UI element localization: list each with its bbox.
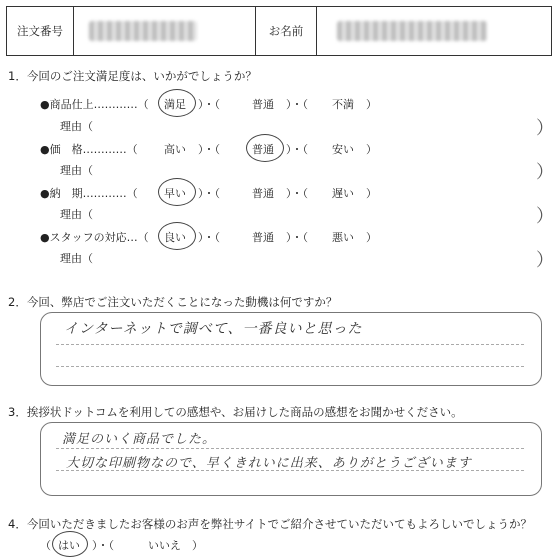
satisfaction-option[interactable]: 普通	[252, 98, 274, 111]
satisfaction-item-label: ●納 期…………（	[40, 187, 138, 200]
selected-circle-mark	[52, 531, 88, 557]
customer-name-label: お名前	[256, 7, 317, 55]
option-separator: ）・（	[198, 231, 220, 244]
satisfaction-option[interactable]: 普通	[252, 187, 274, 200]
satisfaction-option[interactable]: 遅い	[332, 187, 354, 200]
question-1-title: 1．今回のご注文満足度は、いかがでしょうか？	[8, 69, 257, 83]
satisfaction-item-label: ●スタッフの対応…（	[40, 231, 149, 244]
question-2-title: 2．今回、弊店でご注文いただくことになった動機は何ですか？	[8, 295, 338, 309]
reason-label: 理由（	[60, 208, 93, 221]
question-3-answer-line-1: 満足のいく商品でした。	[62, 432, 217, 447]
question-4-title: 4．今回いただきましたお客様のお声を弊社サイトでご紹介させていただいてもよろしいでしょうか？	[8, 517, 533, 531]
satisfaction-option[interactable]: 良い	[164, 231, 186, 244]
question-2-answer: インターネットで調べて、一番良いと思った	[64, 321, 363, 337]
option-close-paren: ）	[366, 187, 377, 200]
option-separator: ）・（	[198, 98, 220, 111]
satisfaction-option[interactable]: 普通	[252, 231, 274, 244]
satisfaction-option[interactable]: 悪い	[332, 231, 354, 244]
question-4-separator: ）・（	[92, 539, 114, 552]
satisfaction-option[interactable]: 不満	[332, 98, 354, 111]
question-4-option-yes[interactable]: はい	[58, 539, 80, 552]
question-4-close-paren: ）	[192, 539, 203, 552]
option-separator: ）・（	[286, 231, 308, 244]
reason-label: 理由（	[60, 120, 93, 133]
option-separator: ）・（	[198, 187, 220, 200]
reason-label: 理由（	[60, 164, 93, 177]
option-separator: ）・（	[286, 187, 308, 200]
order-number-label: 注文番号	[7, 7, 74, 55]
satisfaction-option[interactable]: 早い	[164, 187, 186, 200]
reason-close-paren: ）	[536, 206, 554, 227]
selected-circle-mark	[158, 89, 196, 117]
option-close-paren: ）	[366, 143, 377, 156]
header-box	[6, 6, 552, 56]
question-4-option-no[interactable]: いいえ	[148, 539, 181, 552]
reason-close-paren: ）	[536, 162, 554, 183]
option-separator: ）・（	[286, 143, 308, 156]
satisfaction-item-label: ●商品仕上…………（	[40, 98, 149, 111]
selected-circle-mark	[158, 178, 196, 206]
reason-label: 理由（	[60, 252, 93, 265]
satisfaction-item-label: ●価 格…………（	[40, 143, 138, 156]
option-separator: ）・（	[286, 98, 308, 111]
customer-name-redacted	[337, 21, 487, 41]
satisfaction-option[interactable]: 高い	[164, 143, 186, 156]
reason-close-paren: ）	[536, 118, 554, 139]
option-separator: ）・（	[198, 143, 220, 156]
reason-close-paren: ）	[536, 250, 554, 271]
order-number-redacted	[89, 21, 197, 41]
satisfaction-option[interactable]: 満足	[164, 98, 186, 111]
selected-circle-mark	[158, 222, 196, 250]
question-4-open-paren: （	[40, 539, 51, 552]
satisfaction-option[interactable]: 普通	[252, 143, 274, 156]
question-3-title: 3．挨拶状ドットコムを利用しての感想や、お届けした商品の感想をお聞かせください。	[8, 405, 463, 419]
option-close-paren: ）	[366, 98, 377, 111]
selected-circle-mark	[246, 134, 284, 162]
question-3-answer-line-2: 大切な印刷物なので、早くきれいに出来、ありがとうございます	[66, 456, 472, 471]
satisfaction-option[interactable]: 安い	[332, 143, 354, 156]
option-close-paren: ）	[366, 231, 377, 244]
